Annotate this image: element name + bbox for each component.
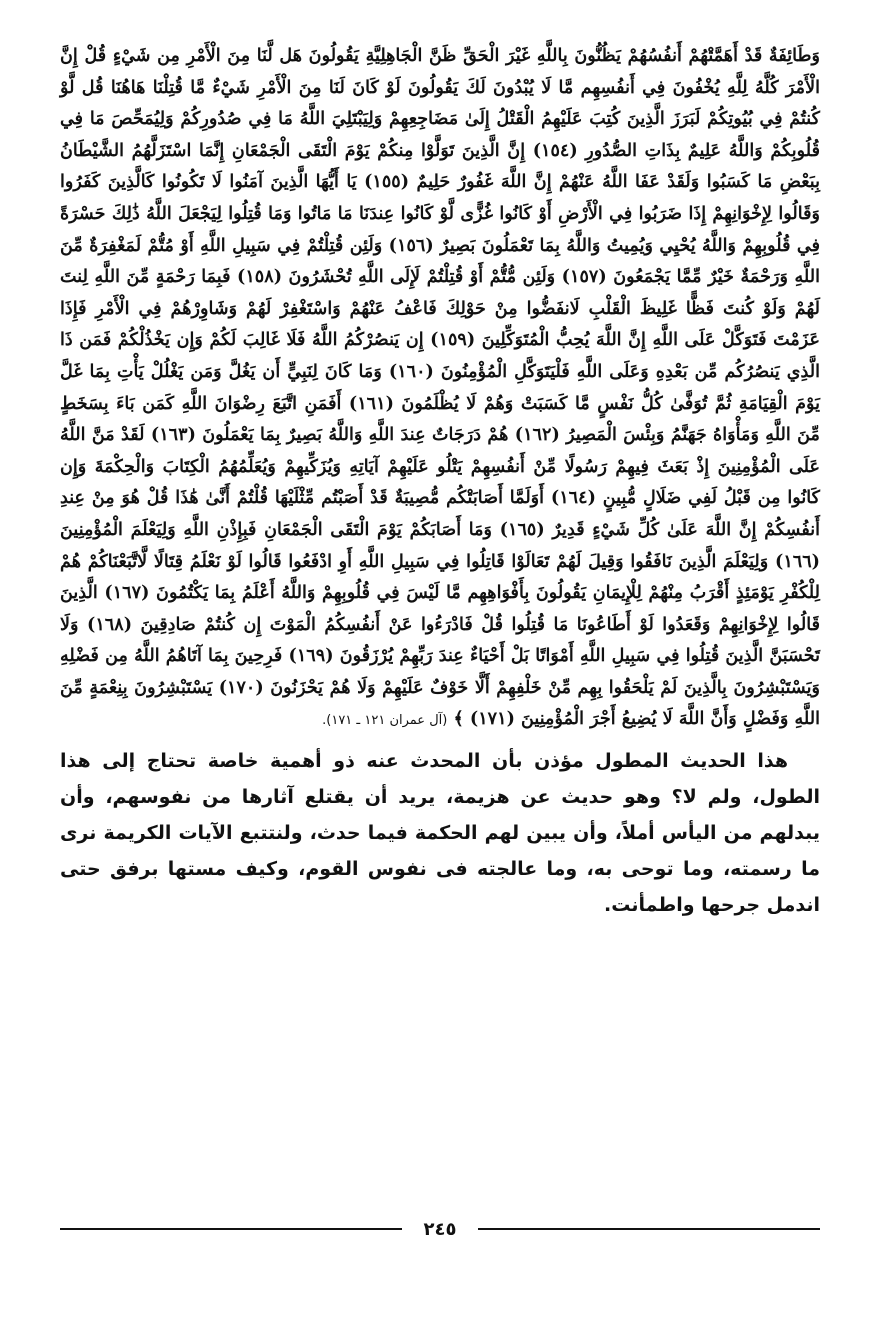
quran-verses: وَطَائِفَةٌ قَدْ أَهَمَّتْهُمْ أَنفُسُهُمْ يَظُنُّونَ بِاللَّهِ غَيْرَ الْحَقِّ ظَنَّ الْجَاهِلِيَّةِ يَقُولُونَ هَل لَّنَا مِنَ الْأَمْرِ مِن شَيْءٍ قُلْ إِنَّ الْأَمْرَ كُلَّهُ لِلَّهِ يُخْفُونَ فِي أَنفُسِهِم مَّا لَا يُبْدُونَ لَكَ يَقُولُونَ لَوْ كَانَ لَنَا مِنَ الْأَمْرِ شَيْءٌ مَّا قُتِلْنَا هَاهُنَا قُل لَّوْ كُنتُمْ فِي بُيُوتِكُمْ لَبَرَزَ الَّذِينَ كُتِبَ عَلَيْهِمُ الْقَتْلُ إِلَىٰ مَضَاجِعِهِمْ وَلِيَبْتَلِيَ اللَّهُ مَا فِي صُدُورِكُمْ وَلِيُمَحِّصَ مَا فِي قُلُوبِكُمْ وَاللَّهُ عَلِيمٌ بِذَاتِ الصُّدُورِ (١٥٤) إِنَّ الَّذِينَ تَوَلَّوْا مِنكُمْ يَوْمَ الْتَقَى الْجَمْعَانِ إِنَّمَا اسْتَزَلَّهُمُ الشَّيْطَانُ بِبَعْضِ مَا كَسَبُوا وَلَقَدْ عَفَا اللَّهُ عَنْهُمْ إِنَّ اللَّهَ غَفُورٌ حَلِيمٌ (١٥٥) يَا أَيُّهَا الَّذِينَ آمَنُوا لَا تَكُونُوا كَالَّذِينَ كَفَرُوا وَقَالُوا لِإِخْوَانِهِمْ إِذَا ضَرَبُوا فِي الْأَرْضِ أَوْ كَانُوا غُزًّى لَّوْ كَانُوا عِندَنَا مَا مَاتُوا وَمَا قُتِلُوا لِيَجْعَلَ اللَّهُ ذَٰلِكَ حَسْرَةً فِي قُلُوبِهِمْ وَاللَّهُ يُحْيِي وَيُمِيتُ وَاللَّهُ بِمَا تَعْمَلُونَ بَصِيرٌ (١٥٦) وَلَئِن قُتِلْتُمْ فِي سَبِيلِ اللَّهِ أَوْ مُتُّمْ لَمَغْفِرَةٌ مِّنَ اللَّهِ وَرَحْمَةٌ خَيْرٌ مِّمَّا يَجْمَعُونَ (١٥٧) وَلَئِن مُّتُّمْ أَوْ قُتِلْتُمْ لَإِلَى اللَّهِ تُحْشَرُونَ (١٥٨) فَبِمَا رَحْمَةٍ مِّنَ اللَّهِ لِنتَ لَهُمْ وَلَوْ كُنتَ فَظًّا غَلِيظَ الْقَلْبِ لَانفَضُّوا مِنْ حَوْلِكَ فَاعْفُ عَنْهُمْ وَاسْتَغْفِرْ لَهُمْ وَشَاوِرْهُمْ فِي الْأَمْرِ فَإِذَا عَزَمْتَ فَتَوَكَّلْ عَلَى اللَّهِ إِنَّ اللَّهَ يُحِبُّ الْمُتَوَكِّلِينَ (١٥٩) إِن يَنصُرْكُمُ اللَّهُ فَلَا غَالِبَ لَكُمْ وَإِن يَخْذُلْكُمْ فَمَن ذَا الَّذِي يَنصُرُكُم مِّن بَعْدِهِ وَعَلَى اللَّهِ فَلْيَتَوَكَّلِ الْمُؤْمِنُونَ (١٦٠) وَمَا كَانَ لِنَبِيٍّ أَن يَغُلَّ وَمَن يَغْلُلْ يَأْتِ بِمَا غَلَّ يَوْمَ الْقِيَامَةِ ثُمَّ تُوَفَّىٰ كُلُّ نَفْسٍ مَّا كَسَبَتْ وَهُمْ لَا يُظْلَمُونَ (١٦١) أَفَمَنِ اتَّبَعَ رِضْوَانَ اللَّهِ كَمَن بَاءَ بِسَخَطٍ مِّنَ اللَّهِ وَمَأْوَاهُ جَهَنَّمُ وَبِئْسَ الْمَصِيرُ (١٦٢) هُمْ دَرَجَاتٌ عِندَ اللَّهِ وَاللَّهُ بَصِيرٌ بِمَا يَعْمَلُونَ (١٦٣) لَقَدْ مَنَّ اللَّهُ عَلَى الْمُؤْمِنِينَ إِذْ بَعَثَ فِيهِمْ رَسُولًا مِّنْ أَنفُسِهِمْ يَتْلُو عَلَيْهِمْ آيَاتِهِ وَيُزَكِّيهِمْ وَيُعَلِّمُهُمُ الْكِتَابَ وَالْحِكْمَةَ وَإِن كَانُوا مِن قَبْلُ لَفِي ضَلَالٍ مُّبِينٍ (١٦٤) أَوَلَمَّا أَصَابَتْكُم مُّصِيبَةٌ قَدْ أَصَبْتُم مِّثْلَيْهَا قُلْتُمْ أَنَّىٰ هَٰذَا قُلْ هُوَ مِنْ عِندِ أَنفُسِكُمْ إِنَّ اللَّهَ عَلَىٰ كُلِّ شَيْءٍ قَدِيرٌ (١٦٥) وَمَا أَصَابَكُمْ يَوْمَ الْتَقَى الْجَمْعَانِ فَبِإِذْنِ اللَّهِ وَلِيَعْلَمَ الْمُؤْمِنِينَ (١٦٦) وَلِيَعْلَمَ الَّذِينَ نَافَقُوا وَقِيلَ لَهُمْ تَعَالَوْا قَاتِلُوا فِي سَبِيلِ اللَّهِ أَوِ ادْفَعُوا قَالُوا لَوْ نَعْلَمُ قِتَالًا لَّاتَّبَعْنَاكُمْ هُمْ لِلْكُفْرِ يَوْمَئِذٍ أَقْرَبُ مِنْهُمْ لِلْإِيمَانِ يَقُولُونَ بِأَفْوَاهِهِم مَّا لَيْسَ فِي قُلُوبِهِمْ وَاللَّهُ أَعْلَمُ بِمَا يَكْتُمُونَ (١٦٧) الَّذِينَ قَالُوا لِإِخْوَانِهِمْ وَقَعَدُوا لَوْ أَطَاعُونَا مَا قُتِلُوا قُلْ فَادْرَءُوا عَنْ أَنفُسِكُمُ الْمَوْتَ إِن كُنتُمْ صَادِقِينَ (١٦٨) وَلَا تَحْسَبَنَّ الَّذِينَ قُتِلُوا فِي سَبِيلِ اللَّهِ أَمْوَاتًا بَلْ أَحْيَاءٌ عِندَ رَبِّهِمْ يُرْزَقُونَ (١٦٩) فَرِحِينَ بِمَا آتَاهُمُ اللَّهُ مِن فَضْلِهِ وَيَسْتَبْشِرُونَ بِالَّذِينَ لَمْ يَلْحَقُوا بِهِم مِّنْ خَلْفِهِمْ أَلَّا خَوْفٌ عَلَيْهِمْ وَلَا هُمْ يَحْزَنُونَ (١٧٠) يَسْتَبْشِرُونَ بِنِعْمَةٍ مِّنَ اللَّهِ وَفَضْلٍ وَأَنَّ اللَّهَ لَا يُضِيعُ أَجْرَ الْمُؤْمِنِينَ (١٧١) ﴾: [60, 45, 821, 730]
page-footer: [60, 1216, 820, 1242]
footer-rule-right: [478, 1228, 820, 1230]
quran-reference: (آل عمران ١٢١ ـ ١٧١).: [322, 713, 448, 729]
quran-passage: [60, 40, 820, 737]
commentary-paragraph: هذا الحديث المطول مؤذن بأن المحدث عنه ذو أهمية خاصة تحتاج إلى هذا الطول، ولم لا؟ وهو حديث عن هزيمة، يريد أن يقتلع آثارها من نفوسهم، وأن يبدلهم من اليأس أملاً، وأن يبين لهم الحكمة فيما حدث، ولنتتبع الآيات الكريمة نرى ما رسمته، وما توحى به، وما عالجته فى نفوس القوم، وكيف مستها برفق حتى اندمل جرحها واطمأنت.: [60, 750, 820, 917]
page-content: [60, 40, 820, 923]
footer-rule-left: [60, 1228, 402, 1230]
page-number: ٢٤٥: [423, 1218, 457, 1240]
